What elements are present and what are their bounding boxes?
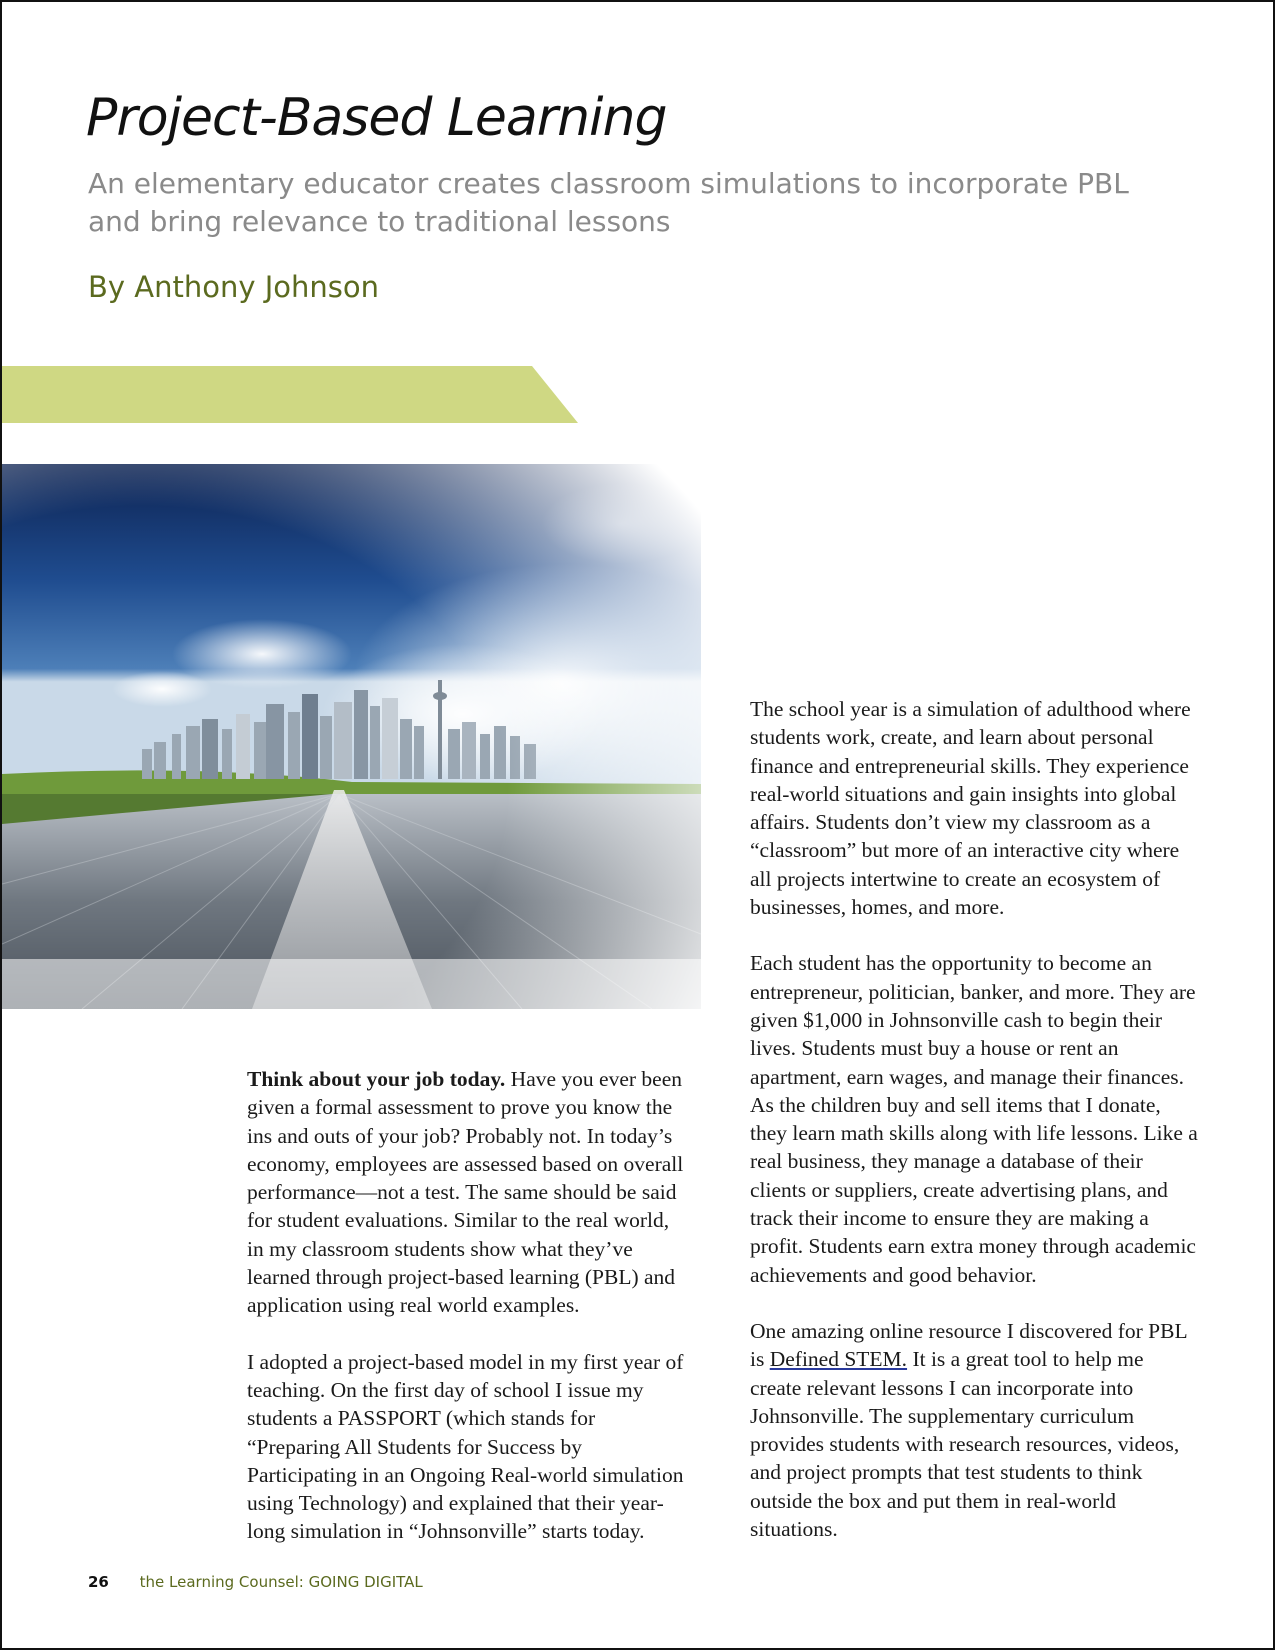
lead-in: Think about your job today. (247, 1067, 506, 1091)
paragraph-text: Have you ever been given a formal assessment to prove you know the ins and outs of your job? Probably not. In today’s economy, employees are assessed based on overall performance—not a test. The same should be said for student evaluations. Similar to the real world, in my classroom students show what they’ve learned through project-based learning (PBL) and application using real world examples. (247, 1067, 684, 1318)
paragraph: Each student has the opportunity to become an entrepreneur, politician, banker, and more. They are given $1,000 in Johnsonville cash to begin their lives. Students must buy a house or rent an apartment, earn wages, and manage their finances. As the children buy and sell items that I donate, they learn math skills along with life lessons. Like a real business, they manage a database of their clients or suppliers, create advertising plans, and track their income to ensure they are making a profit. Students earn extra money through academic achievements and good behavior. (750, 951, 1198, 1287)
article-title: Project-Based Learning (86, 88, 667, 148)
body-column-left (247, 1065, 687, 1574)
paragraph-text: It is a great tool to help me create relevant lessons I can incorporate into Johnsonville. The supplementary curriculum provides students with research resources, videos, and project prompts that test students to think outside the box and put them in real-world situations. (750, 1347, 1180, 1542)
paragraph (750, 1317, 1200, 1543)
publication-name: the Learning Counsel: GOING DIGITAL (139, 1573, 423, 1591)
defined-stem-link[interactable]: Defined STEM. (769, 1347, 908, 1372)
paragraph (247, 1065, 687, 1320)
paragraph: I adopted a project-based model in my first year of teaching. On the first day of school I issue my students a PASSPORT (which stands for “Preparing All Students for Success by Participating in an Ongoing Real-world simulation using Technology) and explained that their year-long simulation in “Johnsonville” starts today. (247, 1349, 684, 1544)
page-number: 26 (88, 1573, 109, 1591)
body-column-right (750, 695, 1200, 1571)
paragraph-text: One amazing online resource I discovered for PBL is (750, 1318, 1187, 1372)
paragraph: The school year is a simulation of adulthood where students work, create, and learn about personal finance and entrepreneurial skills. They experience real-world situations and gain insights into global affairs. Students don’t view my classroom as a “classroom” but more of an interactive city where all projects intertwine to create an ecosystem of businesses, homes, and more. (750, 697, 1191, 920)
city-skyline-road-icon (2, 464, 701, 1009)
accent-band (2, 366, 578, 423)
hero-image (2, 464, 701, 1009)
article-subtitle: An elementary educator creates classroom simulations to incorporate PBL and bring relevance to traditional lessons (88, 167, 1129, 238)
page-footer (88, 1572, 423, 1592)
article-byline: By Anthony Johnson (88, 270, 380, 304)
